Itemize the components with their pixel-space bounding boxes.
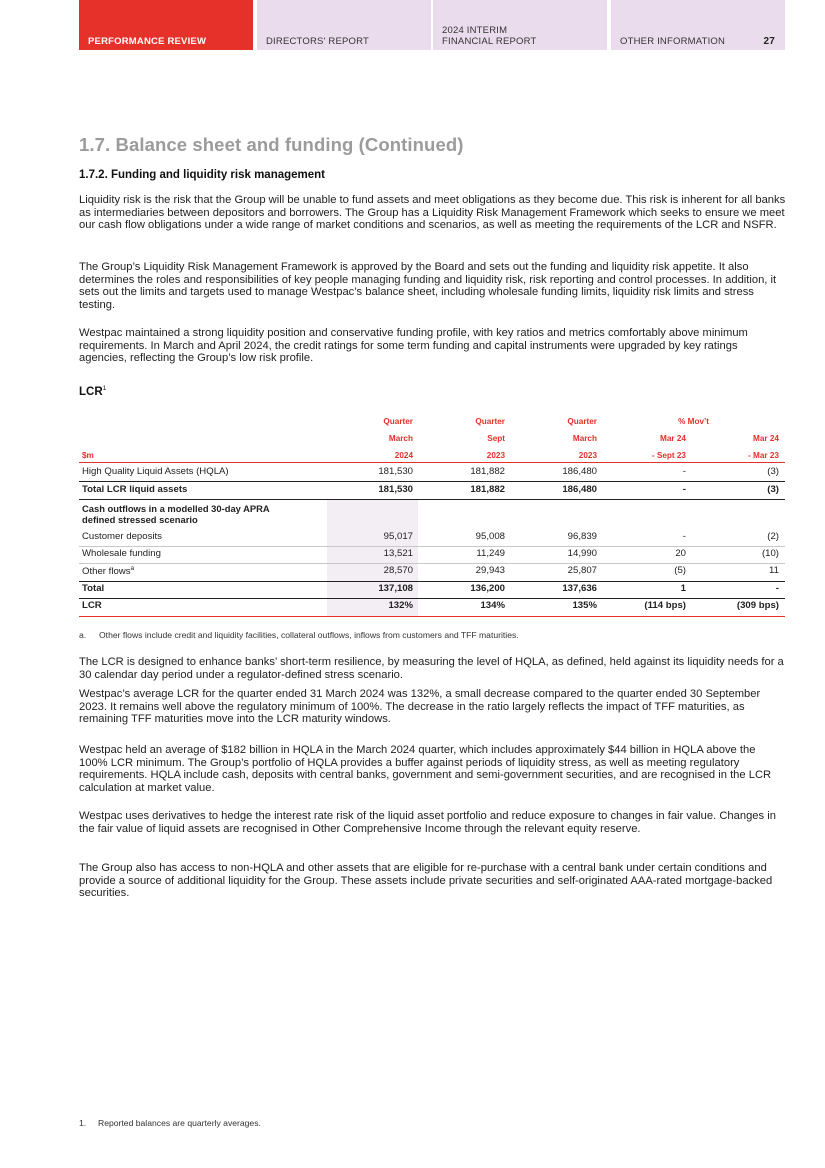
body-paragraph-4: Westpac uses derivatives to hedge the interest rate risk of the liquid asset portfolio and reduce exposure to changes in fair value. Changes in the fair value of liquid assets are recognised in Other Comprehensive Income through the relevant equity reserve. bbox=[79, 810, 776, 835]
table-row bbox=[79, 463, 785, 479]
row-label: Wholesale funding bbox=[82, 548, 161, 559]
cell: 96,839 bbox=[567, 531, 597, 542]
cell: 29,943 bbox=[475, 565, 505, 576]
tab-performance-review[interactable] bbox=[79, 0, 253, 50]
cash-outflows-line2: defined stressed scenario bbox=[82, 514, 198, 525]
section-title: 1.7. Balance sheet and funding (Continued) bbox=[79, 134, 464, 155]
intro-paragraph-2: The Group’s Liquidity Risk Management Framework is approved by the Board and sets out the funding and liquidity risk appetite. It also determines the roles and responsibilities of key people managing funding and liquidity risk, risk reporting and control processes. In addition, it sets out the limits and targets used to manage Westpac’s balance sheet, including wholesale funding limits, liquidity risk limits and stress testing. bbox=[79, 261, 777, 311]
footnote-mark: a. bbox=[79, 630, 87, 640]
footnote-text: Other flows include credit and liquidity facilities, collateral outflows, inflows from customers and TFF maturities. bbox=[99, 630, 519, 640]
col-header: - Mar 23 bbox=[748, 451, 779, 460]
cash-outflows-line1: Cash outflows in a modelled 30-day APRA bbox=[82, 503, 270, 514]
tab-label-two-line bbox=[442, 25, 537, 47]
table-bottom-rule bbox=[79, 616, 785, 617]
cell: 132% bbox=[388, 600, 413, 611]
row-label: LCR bbox=[82, 600, 102, 611]
cell: 1 bbox=[680, 583, 686, 594]
lcr-table-heading bbox=[79, 386, 106, 398]
page-footnote bbox=[79, 1118, 261, 1128]
col-header: Mar 24 bbox=[753, 434, 779, 443]
cell: 181,530 bbox=[378, 484, 413, 495]
table-row bbox=[79, 528, 785, 544]
col-header: March bbox=[572, 434, 597, 443]
cell: (3) bbox=[767, 484, 779, 495]
cell: (309 bps) bbox=[736, 600, 779, 611]
row-rule bbox=[79, 499, 785, 500]
body-paragraph-3: Westpac held an average of $182 billion in HQLA in the March 2024 quarter, which includes approximately $44 billion in HQLA above the 100% LCR minimum. The Group’s portfolio of HQLA provides a buffer against periods of liquidity stress, as well as meeting regulatory requirements. HQLA include cash, deposits with central banks, government and semi-government securities, and are recognised in the LCR calculation at market value. bbox=[79, 744, 772, 794]
body-paragraph-1: The LCR is designed to enhance banks’ short-term resilience, by measuring the level of HQLA, as defined, held against its liquidity needs for a 30 calendar day period under a regulator-defined stress scenario. bbox=[79, 656, 784, 681]
footnote-mark: 1. bbox=[79, 1118, 87, 1128]
cell: 181,530 bbox=[378, 466, 413, 477]
unit-label: $m bbox=[82, 451, 94, 460]
table-footnote bbox=[79, 630, 519, 640]
cell: - bbox=[682, 484, 686, 495]
row-label-text: Other flows bbox=[82, 566, 131, 578]
col-header: % Mov’t bbox=[678, 417, 709, 426]
page-number: 27 bbox=[763, 36, 775, 47]
cell: 186,480 bbox=[562, 466, 597, 477]
cell: (10) bbox=[761, 548, 779, 559]
table-row bbox=[79, 562, 785, 578]
col-header: 2023 bbox=[578, 451, 597, 460]
cell: 20 bbox=[675, 548, 686, 559]
table-row bbox=[79, 580, 785, 596]
cell: 181,882 bbox=[470, 484, 505, 495]
row-label: High Quality Liquid Assets (HQLA) bbox=[82, 466, 229, 477]
table-row bbox=[79, 481, 785, 497]
col-header: 2024 bbox=[394, 451, 413, 460]
tab-other-information[interactable] bbox=[611, 0, 785, 50]
cell: - bbox=[682, 531, 686, 542]
col-header: 2023 bbox=[486, 451, 505, 460]
cell: 14,990 bbox=[567, 548, 597, 559]
cell: (114 bps) bbox=[644, 600, 686, 611]
header-nav bbox=[79, 0, 785, 50]
tab-label-line1: 2024 INTERIM bbox=[442, 25, 508, 36]
cell: 11 bbox=[769, 565, 779, 576]
cell: (3) bbox=[767, 466, 779, 477]
cell: 137,636 bbox=[562, 583, 597, 594]
footnote-text: Reported balances are quarterly averages. bbox=[98, 1118, 261, 1128]
body-paragraph-2: Westpac’s average LCR for the quarter ended 31 March 2024 was 132%, a small decrease compared to the quarter ended 30 September 2023. It remains well above the regulatory minimum of 100%. The decrease in the ratio largely reflects the impact of TFF maturities, as remaining TFF maturities move into the LCR maturity windows. bbox=[79, 688, 761, 726]
body-paragraph-5: The Group also has access to non-HQLA and other assets that are eligible for re-purchase with a central bank under certain conditions and provide a source of additional liquidity for the Group. These assets include private securities and self-originated AAA-rated mortgage-backed securities. bbox=[79, 862, 773, 900]
col-header: Sept bbox=[487, 434, 505, 443]
col-header: Mar 24 bbox=[660, 434, 686, 443]
row-label-footnote-mark: a bbox=[130, 565, 135, 572]
tab-directors-report[interactable] bbox=[257, 0, 431, 50]
tab-label: DIRECTORS' REPORT bbox=[266, 36, 370, 47]
row-label: Total LCR liquid assets bbox=[82, 484, 188, 495]
table-row bbox=[79, 597, 785, 613]
cell: 181,882 bbox=[470, 466, 505, 477]
cell: 134% bbox=[480, 600, 505, 611]
subsection-title: 1.7.2. Funding and liquidity risk management bbox=[79, 169, 326, 181]
cell: 13,521 bbox=[383, 548, 413, 559]
col-header: Quarter bbox=[383, 417, 413, 426]
lcr-heading-text: LCR bbox=[79, 386, 103, 398]
tab-interim-financial-report[interactable] bbox=[433, 0, 607, 50]
col-header: Quarter bbox=[475, 417, 505, 426]
cell: 95,017 bbox=[383, 531, 413, 542]
cell: 137,108 bbox=[378, 583, 413, 594]
tab-label-line2: FINANCIAL REPORT bbox=[442, 36, 537, 47]
col-header: Quarter bbox=[567, 417, 597, 426]
cell: 135% bbox=[572, 600, 597, 611]
cell: 136,200 bbox=[470, 583, 505, 594]
intro-paragraph-1: Liquidity risk is the risk that the Group will be unable to fund assets and meet obligations as they become due. This risk is inherent for all banks as intermediaries between depositors and borrowers. The Group has a Liquidity Risk Management Framework which seeks to ensure we meet our cash flow obligations under a wide range of market conditions and scenarios, as well as meeting the requirements of the LCR and NSFR. bbox=[79, 194, 786, 232]
row-label bbox=[82, 565, 134, 577]
cell: 186,480 bbox=[562, 484, 597, 495]
intro-paragraph-3: Westpac maintained a strong liquidity position and conservative funding profile, with key ratios and metrics comfortably above minimum requirements. In March and April 2024, the credit ratings for some term funding and capital instruments were upgraded by key ratings agencies, reflecting the Group’s low risk profile. bbox=[79, 327, 748, 365]
cell: - bbox=[682, 466, 686, 477]
tab-label: PERFORMANCE REVIEW bbox=[88, 36, 207, 47]
cell: (5) bbox=[674, 565, 686, 576]
col-header: March bbox=[388, 434, 413, 443]
col-header: - Sept 23 bbox=[651, 451, 686, 460]
row-label: Total bbox=[82, 583, 105, 594]
tab-label: OTHER INFORMATION bbox=[620, 36, 726, 47]
row-label: Customer deposits bbox=[82, 531, 162, 542]
cell: 25,807 bbox=[567, 565, 597, 576]
cell: - bbox=[775, 583, 779, 594]
cell: 28,570 bbox=[383, 565, 413, 576]
table-row bbox=[79, 545, 785, 561]
cell: (2) bbox=[767, 531, 779, 542]
lcr-heading-footnote-mark: 1 bbox=[102, 385, 107, 392]
cash-outflows-heading bbox=[82, 503, 270, 525]
cell: 11,249 bbox=[476, 548, 505, 559]
cell: 95,008 bbox=[475, 531, 505, 542]
